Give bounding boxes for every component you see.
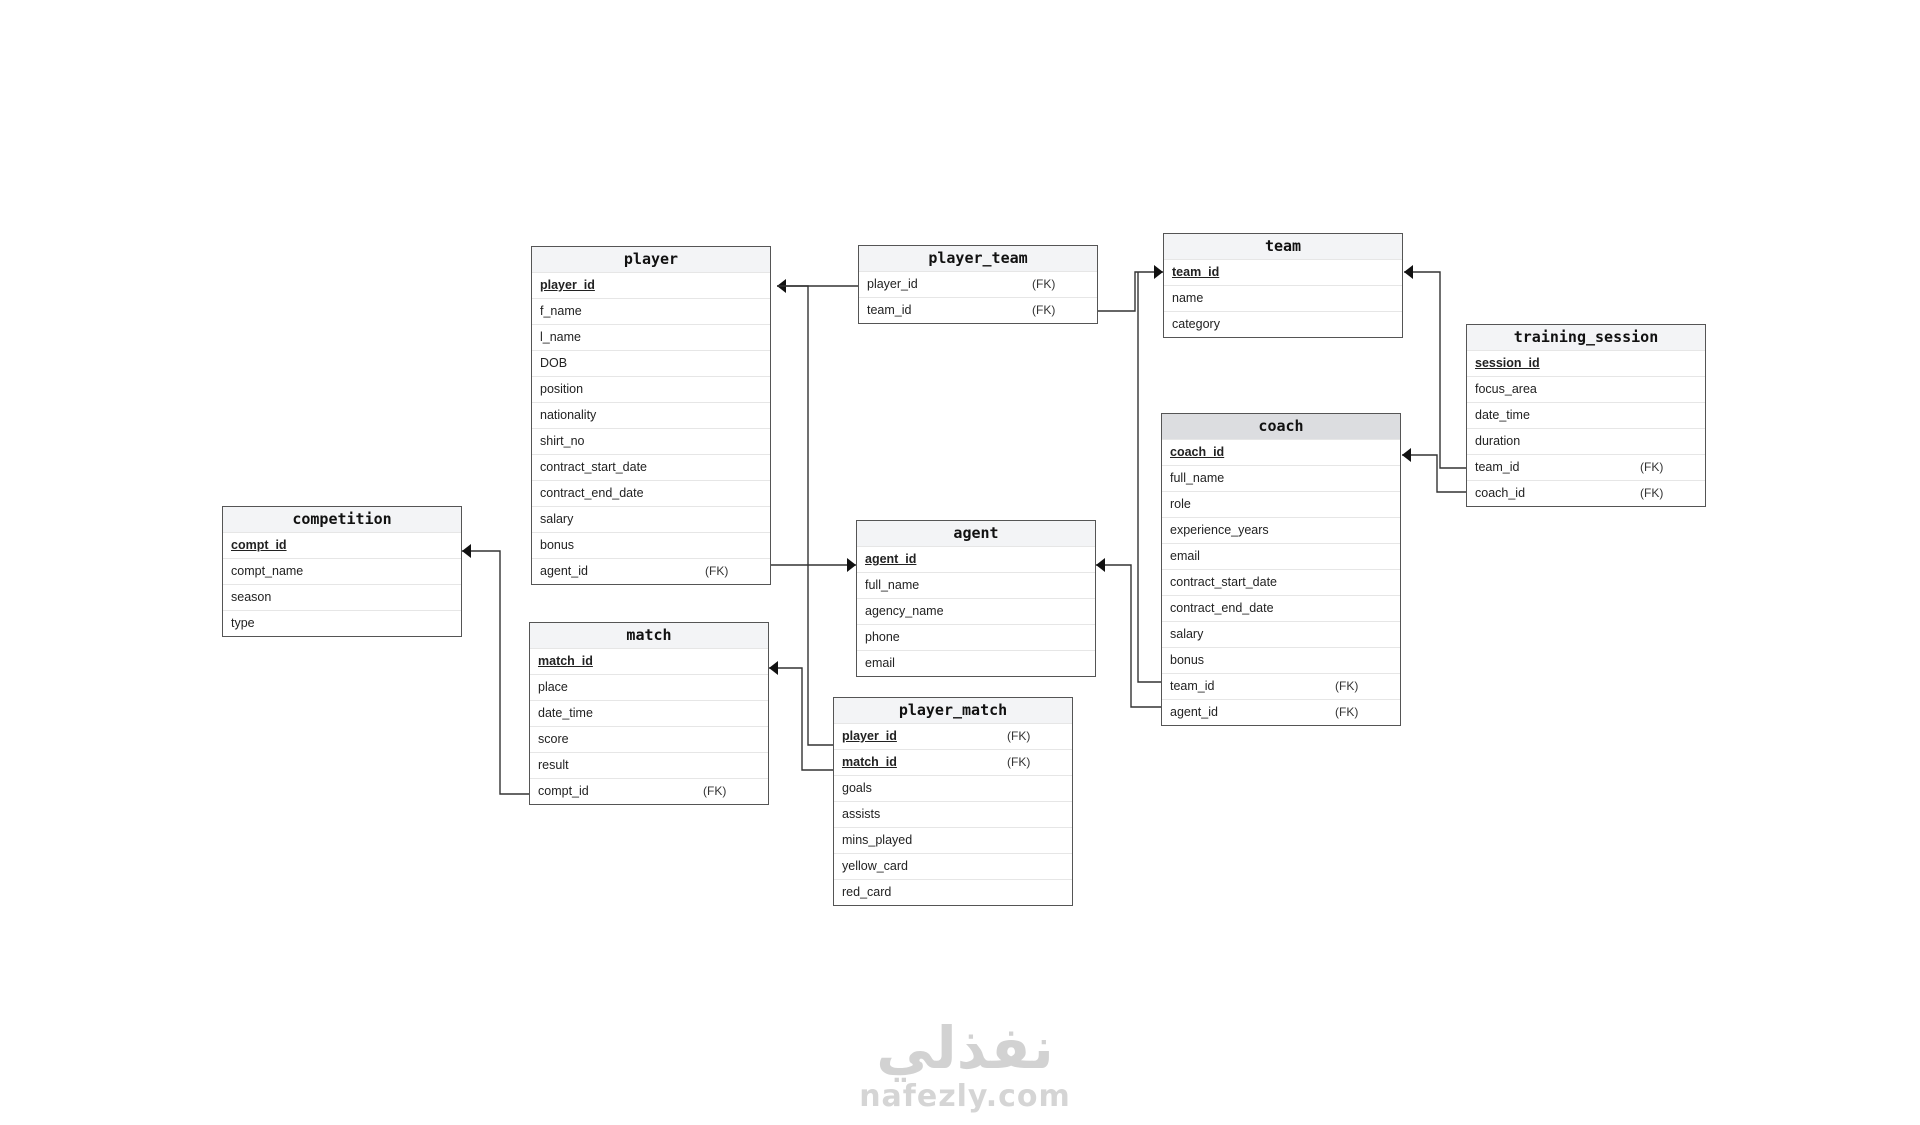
primary-key-name: player_id — [540, 278, 595, 292]
attribute-row[interactable] — [530, 648, 768, 674]
entity-team[interactable] — [1163, 233, 1403, 338]
attribute-row[interactable] — [1467, 428, 1705, 454]
attribute-row[interactable] — [223, 584, 461, 610]
attribute-row[interactable] — [530, 674, 768, 700]
attribute-name: red_card — [842, 885, 892, 899]
attribute-row[interactable] — [1162, 647, 1400, 673]
attribute-name: result — [538, 758, 569, 772]
attribute-name: f_name — [540, 304, 582, 318]
attribute-name: contract_start_date — [1170, 575, 1278, 589]
attribute-name: focus_area — [1475, 382, 1537, 396]
entity-player-team[interactable] — [858, 245, 1098, 324]
attribute-row[interactable] — [223, 558, 461, 584]
attribute-row[interactable] — [1164, 285, 1402, 311]
attribute-row[interactable] — [834, 749, 1072, 775]
entity-agent[interactable] — [856, 520, 1096, 677]
attribute-row[interactable] — [532, 454, 770, 480]
attribute-row[interactable] — [859, 271, 1097, 297]
entity-title: player — [532, 247, 770, 272]
attribute-row[interactable] — [834, 801, 1072, 827]
relationship-line — [777, 286, 833, 745]
attribute-name: duration — [1475, 434, 1521, 448]
attribute-row[interactable] — [1162, 699, 1400, 725]
attribute-row[interactable] — [532, 350, 770, 376]
watermark-logo — [840, 1015, 1090, 1113]
attribute-row[interactable] — [1162, 543, 1400, 569]
entity-title: team — [1164, 234, 1402, 259]
attribute-name: DOB — [540, 356, 568, 370]
attribute-row[interactable] — [834, 723, 1072, 749]
attribute-name: yellow_card — [842, 859, 909, 873]
attribute-row[interactable] — [1162, 595, 1400, 621]
attribute-name: agency_name — [865, 604, 944, 618]
attribute-row[interactable] — [223, 532, 461, 558]
attribute-row[interactable] — [532, 272, 770, 298]
attribute-row[interactable] — [532, 480, 770, 506]
foreign-key-tag: (FK) — [1640, 486, 1664, 500]
primary-key-name: match_id — [538, 654, 593, 668]
attribute-name: assists — [842, 807, 881, 821]
attribute-row[interactable] — [532, 298, 770, 324]
entity-title: competition — [223, 507, 461, 532]
attribute-name: shirt_no — [540, 434, 585, 448]
attribute-row[interactable] — [1467, 402, 1705, 428]
attribute-row[interactable] — [1164, 311, 1402, 337]
entity-coach[interactable] — [1161, 413, 1401, 726]
attribute-row[interactable] — [1164, 259, 1402, 285]
attribute-row[interactable] — [532, 402, 770, 428]
attribute-name: goals — [842, 781, 872, 795]
primary-key-name: compt_id — [231, 538, 287, 552]
attribute-name: type — [231, 616, 255, 630]
entity-match[interactable] — [529, 622, 769, 805]
attribute-name: full_name — [865, 578, 920, 592]
attribute-name: team_id — [1170, 679, 1215, 693]
attribute-row[interactable] — [1467, 376, 1705, 402]
attribute-name: email — [1170, 549, 1200, 563]
attribute-name: email — [865, 656, 895, 670]
foreign-key-tag: (FK) — [1640, 460, 1664, 474]
entity-title: agent — [857, 521, 1095, 546]
attribute-row[interactable] — [1467, 454, 1705, 480]
attribute-row[interactable] — [532, 324, 770, 350]
attribute-row[interactable] — [1162, 621, 1400, 647]
attribute-name: date_time — [538, 706, 593, 720]
foreign-key-tag: (FK) — [705, 564, 729, 578]
attribute-name: contract_start_date — [540, 460, 648, 474]
arrowhead — [1096, 558, 1105, 572]
foreign-key-tag: (FK) — [1032, 277, 1056, 291]
attribute-name: date_time — [1475, 408, 1530, 422]
attribute-row[interactable] — [1162, 439, 1400, 465]
foreign-key-tag: (FK) — [1007, 729, 1031, 743]
relationship-line — [1098, 272, 1163, 311]
primary-key-name: session_id — [1475, 356, 1540, 370]
attribute-row[interactable] — [223, 610, 461, 636]
attribute-name: mins_played — [842, 833, 913, 847]
attribute-row[interactable] — [857, 624, 1095, 650]
attribute-row[interactable] — [1162, 673, 1400, 699]
entity-title: coach — [1162, 414, 1400, 439]
attribute-row[interactable] — [857, 572, 1095, 598]
attribute-row[interactable] — [857, 546, 1095, 572]
attribute-name: role — [1170, 497, 1191, 511]
attribute-name: contract_end_date — [1170, 601, 1274, 615]
attribute-row[interactable] — [530, 726, 768, 752]
attribute-name: coach_id — [1475, 486, 1526, 500]
attribute-row[interactable] — [834, 879, 1072, 905]
arrowhead — [769, 661, 778, 675]
relationship-line — [1138, 272, 1161, 682]
primary-key-name: match_id — [842, 755, 897, 769]
foreign-key-tag: (FK) — [1007, 755, 1031, 769]
attribute-row[interactable] — [1467, 350, 1705, 376]
primary-key-name: agent_id — [865, 552, 917, 566]
primary-key-name: coach_id — [1170, 445, 1225, 459]
attribute-name: full_name — [1170, 471, 1225, 485]
attribute-name: salary — [1170, 627, 1204, 641]
attribute-name: salary — [540, 512, 574, 526]
attribute-name: phone — [865, 630, 900, 644]
entity-competition[interactable] — [222, 506, 462, 637]
relationship-line — [462, 551, 529, 794]
attribute-name: score — [538, 732, 569, 746]
attribute-row[interactable] — [532, 428, 770, 454]
attribute-name: compt_id — [538, 784, 589, 798]
attribute-name: experience_years — [1170, 523, 1269, 537]
attribute-row[interactable] — [530, 752, 768, 778]
attribute-row[interactable] — [1162, 465, 1400, 491]
entity-title: player_match — [834, 698, 1072, 723]
attribute-row[interactable] — [859, 297, 1097, 323]
arrowhead — [462, 544, 471, 558]
attribute-row[interactable] — [532, 558, 770, 584]
foreign-key-tag: (FK) — [1032, 303, 1056, 317]
attribute-name: team_id — [1475, 460, 1520, 474]
attribute-row[interactable] — [857, 650, 1095, 676]
entity-player-match[interactable] — [833, 697, 1073, 906]
attribute-row[interactable] — [1162, 517, 1400, 543]
relationship-line — [1096, 565, 1161, 707]
arrowhead — [1402, 448, 1411, 462]
attribute-name: team_id — [867, 303, 912, 317]
relationship-line — [769, 668, 833, 770]
attribute-name: bonus — [1170, 653, 1205, 667]
attribute-name: position — [540, 382, 584, 396]
watermark-arabic: نفذلي — [876, 1014, 1054, 1082]
attribute-name: compt_name — [231, 564, 304, 578]
entity-title: match — [530, 623, 768, 648]
attribute-row[interactable] — [834, 775, 1072, 801]
attribute-row[interactable] — [857, 598, 1095, 624]
foreign-key-tag: (FK) — [1335, 679, 1359, 693]
attribute-row[interactable] — [1162, 491, 1400, 517]
arrowhead — [777, 279, 786, 293]
watermark-latin: nafezly.com — [859, 1079, 1071, 1114]
attribute-name: agent_id — [1170, 705, 1218, 719]
foreign-key-tag: (FK) — [1335, 705, 1359, 719]
attribute-name: season — [231, 590, 272, 604]
entity-player[interactable] — [531, 246, 771, 585]
attribute-name: player_id — [867, 277, 918, 291]
attribute-name: agent_id — [540, 564, 588, 578]
attribute-row[interactable] — [532, 532, 770, 558]
entity-training-session[interactable] — [1466, 324, 1706, 507]
attribute-row[interactable] — [530, 778, 768, 804]
primary-key-name: team_id — [1172, 265, 1220, 279]
attribute-row[interactable] — [1162, 569, 1400, 595]
attribute-name: contract_end_date — [540, 486, 644, 500]
attribute-name: place — [538, 680, 568, 694]
entity-title: training_session — [1467, 325, 1705, 350]
attribute-name: bonus — [540, 538, 575, 552]
attribute-row[interactable] — [532, 506, 770, 532]
primary-key-name: player_id — [842, 729, 897, 743]
relationship-line — [1404, 272, 1466, 468]
attribute-row[interactable] — [1467, 480, 1705, 506]
relationship-line — [1402, 455, 1466, 492]
entity-title: player_team — [859, 246, 1097, 271]
attribute-name: name — [1172, 291, 1204, 305]
arrowhead — [847, 558, 856, 572]
attribute-row[interactable] — [532, 376, 770, 402]
attribute-name: category — [1172, 317, 1220, 331]
attribute-row[interactable] — [530, 700, 768, 726]
foreign-key-tag: (FK) — [703, 784, 727, 798]
arrowhead — [1404, 265, 1413, 279]
attribute-name: l_name — [540, 330, 581, 344]
attribute-row[interactable] — [834, 853, 1072, 879]
arrowhead — [1154, 265, 1163, 279]
attribute-row[interactable] — [834, 827, 1072, 853]
attribute-name: nationality — [540, 408, 597, 422]
